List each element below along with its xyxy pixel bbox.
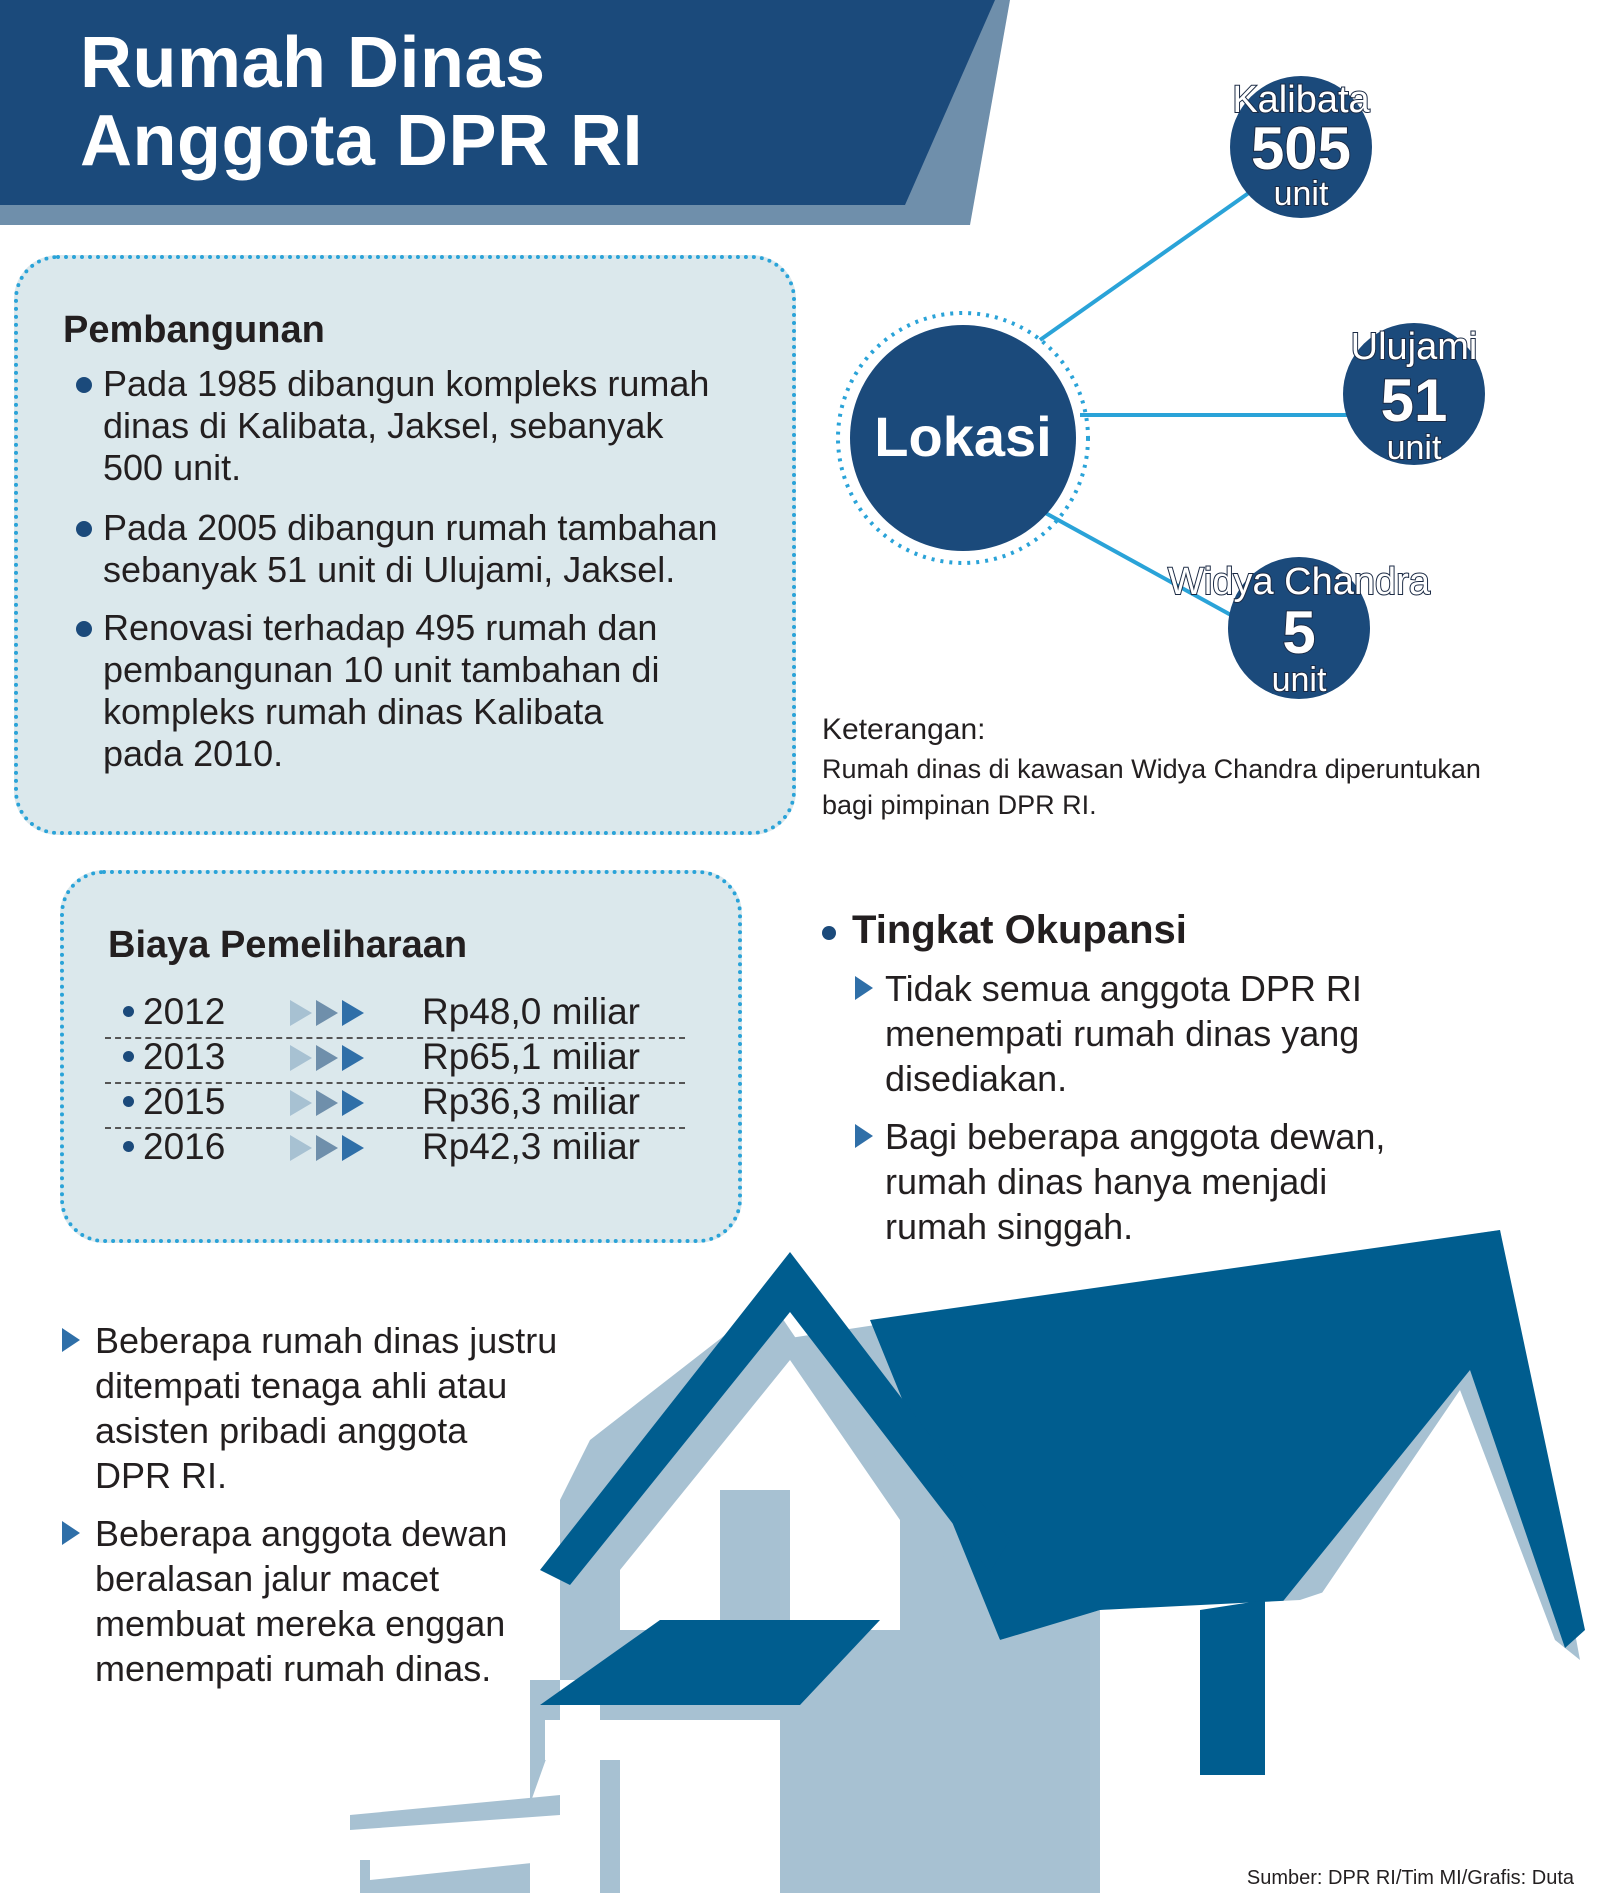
location-unit-widya-chandra: unit	[1271, 661, 1327, 699]
bullet-dot	[76, 521, 92, 537]
bullet-dot	[123, 1141, 134, 1152]
location-name-widya-chandra: Widya Chandra	[1168, 561, 1430, 603]
bullet-dot	[76, 621, 92, 637]
text-line: membuat mereka enggan	[95, 1603, 506, 1644]
location-unit-ulujami: unit	[1386, 429, 1442, 467]
biaya-value: Rp36,3 miliar	[422, 1081, 640, 1122]
okupansi-item-2	[885, 1114, 1385, 1249]
text-line: sebanyak 51 unit di Ulujami, Jaksel.	[103, 549, 676, 590]
triangle-bullet-icon	[62, 1328, 80, 1352]
biaya-year: 2015	[143, 1081, 226, 1122]
triple-arrow-icon	[290, 1045, 370, 1071]
triple-arrow-icon	[290, 1090, 370, 1116]
okupansi-item-1	[885, 966, 1362, 1101]
biaya-row	[105, 1035, 685, 1079]
lokasi-center-label: Lokasi	[874, 405, 1052, 468]
left-note-item-1	[95, 1318, 557, 1498]
triple-arrow-icon	[290, 1135, 370, 1161]
text-line: asisten pribadi anggota	[95, 1410, 468, 1451]
pembangunan-title: Pembangunan	[63, 309, 325, 351]
text-line: rumah dinas hanya menjadi	[885, 1161, 1328, 1202]
biaya-year: 2012	[143, 991, 226, 1032]
text-line: menempati rumah dinas.	[95, 1648, 492, 1689]
location-count-kalibata: 505	[1250, 115, 1352, 182]
text-line: pada 2010.	[103, 733, 284, 774]
left-note-item-2	[95, 1511, 507, 1691]
keterangan-title: Keterangan:	[822, 713, 986, 746]
biaya-year: 2016	[143, 1126, 226, 1167]
location-name-kalibata: Kalibata	[1232, 79, 1370, 121]
bullet-dot	[822, 926, 836, 940]
text-line: beralasan jalur macet	[95, 1558, 440, 1599]
location-count-ulujami: 51	[1380, 367, 1448, 434]
text-line: 500 unit.	[103, 447, 242, 488]
text-line: Tidak semua anggota DPR RI	[885, 968, 1362, 1009]
bullet-dot	[123, 1051, 134, 1062]
bullet-dot	[76, 377, 92, 393]
bullet-dot	[123, 1096, 134, 1107]
text-line: dinas di Kalibata, Jaksel, sebanyak	[103, 405, 664, 446]
text-line: menempati rumah dinas yang	[885, 1013, 1360, 1054]
pembangunan-item-3	[103, 607, 659, 775]
page-title-line-2: Anggota DPR RI	[80, 101, 643, 181]
text-line: disediakan.	[885, 1058, 1068, 1099]
text-line: Beberapa rumah dinas justru	[95, 1320, 558, 1361]
biaya-row	[105, 1080, 685, 1124]
pembangunan-item-1	[103, 363, 709, 489]
text-line: Pada 2005 dibangun rumah tambahan	[103, 507, 718, 548]
triangle-bullet-icon	[855, 976, 873, 1000]
text-line: DPR RI.	[95, 1455, 228, 1496]
biaya-value: Rp42,3 miliar	[422, 1126, 640, 1167]
text-line: rumah singgah.	[885, 1206, 1134, 1247]
biaya-value: Rp48,0 miliar	[422, 991, 640, 1032]
biaya-row	[105, 1125, 685, 1169]
pembangunan-panel	[14, 255, 796, 835]
source-credit: Sumber: DPR RI/Tim MI/Grafis: Duta	[1246, 1867, 1574, 1889]
location-unit-kalibata: unit	[1273, 175, 1329, 213]
text-line: bagi pimpinan DPR RI.	[822, 790, 1097, 820]
page-title-line-1: Rumah Dinas	[80, 23, 546, 103]
location-count-widya-chandra: 5	[1282, 599, 1316, 666]
triple-arrow-icon	[290, 1000, 370, 1026]
triangle-bullet-icon	[62, 1521, 80, 1545]
text-line: Bagi beberapa anggota dewan,	[885, 1116, 1386, 1157]
biaya-value: Rp65,1 miliar	[422, 1036, 640, 1077]
location-name-ulujami: Ulujami	[1350, 326, 1478, 368]
text-line: pembangunan 10 unit tambahan di	[103, 649, 660, 690]
bullet-dot	[123, 1006, 134, 1017]
text-line: Rumah dinas di kawasan Widya Chandra diperuntukan	[822, 754, 1481, 784]
triangle-bullet-icon	[855, 1124, 873, 1148]
biaya-row	[105, 990, 685, 1034]
biaya-year: 2013	[143, 1036, 226, 1077]
okupansi-title: Tingkat Okupansi	[852, 908, 1187, 952]
text-line: Pada 1985 dibangun kompleks rumah	[103, 363, 710, 404]
text-line: Renovasi terhadap 495 rumah dan	[103, 607, 658, 648]
text-line: ditempati tenaga ahli atau	[95, 1365, 508, 1406]
pembangunan-item-2	[103, 507, 717, 591]
text-line: kompleks rumah dinas Kalibata	[103, 691, 604, 732]
biaya-title: Biaya Pemeliharaan	[108, 924, 468, 966]
keterangan-text	[822, 751, 1481, 823]
text-line: Beberapa anggota dewan	[95, 1513, 508, 1554]
